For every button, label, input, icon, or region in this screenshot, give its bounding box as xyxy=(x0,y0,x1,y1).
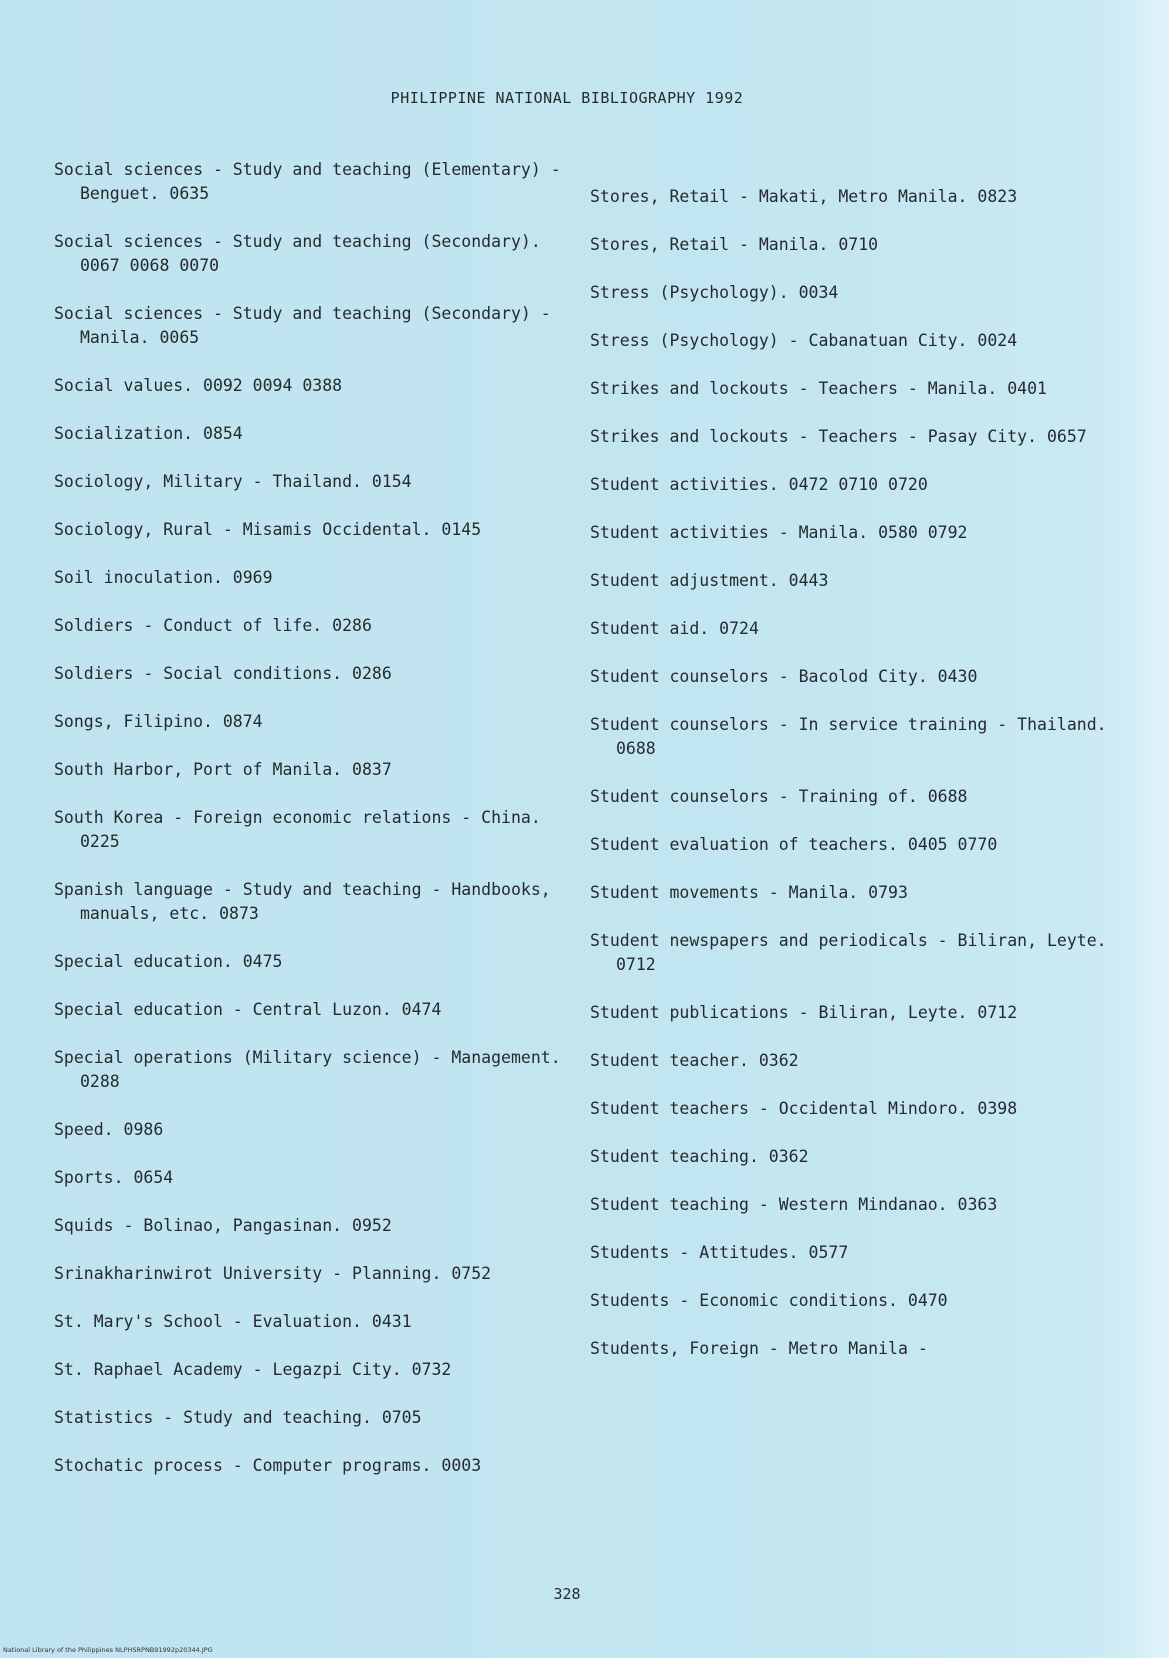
index-entry: Student aid. 0724 xyxy=(590,619,759,638)
page-edge-shade xyxy=(1129,0,1169,1658)
index-entry: Student newspapers and periodicals - Biliran, Leyte. 0712 xyxy=(590,931,1107,974)
index-entry: Songs, Filipino. 0874 xyxy=(54,712,263,731)
index-entry: South Korea - Foreign economic relations - China. 0225 xyxy=(54,808,541,851)
index-entry: Student teaching - Western Mindanao. 0363 xyxy=(590,1195,998,1214)
index-entry: St. Mary's School - Evaluation. 0431 xyxy=(54,1312,412,1331)
index-entry: Student activities. 0472 0710 0720 xyxy=(590,475,928,494)
index-entry: Soil inoculation. 0969 xyxy=(54,568,273,587)
index-entry: Student adjustment. 0443 xyxy=(590,571,829,590)
index-entry: Statistics - Study and teaching. 0705 xyxy=(54,1408,422,1427)
index-entry: Student counselors - In service training - Thailand. 0688 xyxy=(590,715,1107,758)
index-entry: Student teaching. 0362 xyxy=(590,1147,809,1166)
index-entry: Student teacher. 0362 xyxy=(590,1051,799,1070)
index-entry: Srinakharinwirot University - Planning. 0752 xyxy=(54,1264,492,1283)
index-entry: Special education - Central Luzon. 0474 xyxy=(54,1000,442,1019)
left-column xyxy=(54,158,574,1502)
index-entry: Stores, Retail - Makati, Metro Manila. 0823 xyxy=(590,187,1018,206)
index-entry: Spanish language - Study and teaching - Handbooks, manuals, etc. 0873 xyxy=(54,880,551,923)
right-column xyxy=(590,185,1110,1385)
index-entry: Social sciences - Study and teaching (Secondary) - Manila. 0065 xyxy=(54,304,551,347)
index-entry: South Harbor, Port of Manila. 0837 xyxy=(54,760,392,779)
index-entry: Students - Attitudes. 0577 xyxy=(590,1243,849,1262)
index-entry: Students, Foreign - Metro Manila - xyxy=(590,1339,928,1358)
index-entry: Students - Economic conditions. 0470 xyxy=(590,1291,948,1310)
index-entry: Sociology, Military - Thailand. 0154 xyxy=(54,472,412,491)
index-entry: Stress (Psychology) - Cabanatuan City. 0024 xyxy=(590,331,1018,350)
page-number: 328 xyxy=(553,1585,581,1603)
index-entry: Student movements - Manila. 0793 xyxy=(590,883,908,902)
index-entry: Student counselors - Bacolod City. 0430 xyxy=(590,667,978,686)
index-entry: Sports. 0654 xyxy=(54,1168,174,1187)
index-entry: Strikes and lockouts - Teachers - Manila. 0401 xyxy=(590,379,1047,398)
index-entry: Strikes and lockouts - Teachers - Pasay City. 0657 xyxy=(590,427,1087,446)
index-entry: Social sciences - Study and teaching (Secondary). 0067 0068 0070 xyxy=(54,232,541,275)
index-entry: Speed. 0986 xyxy=(54,1120,164,1139)
page-title: PHILIPPINE NATIONAL BIBLIOGRAPHY 1992 xyxy=(390,89,744,107)
index-entry: Soldiers - Conduct of life. 0286 xyxy=(54,616,372,635)
index-entry: Special operations (Military science) - Management. 0288 xyxy=(54,1048,561,1091)
index-entry: Special education. 0475 xyxy=(54,952,283,971)
index-entry: Student counselors - Training of. 0688 xyxy=(590,787,968,806)
index-entry: Student teachers - Occidental Mindoro. 0398 xyxy=(590,1099,1018,1118)
index-entry: Student evaluation of teachers. 0405 0770 xyxy=(590,835,998,854)
footer-caption: National Library of the Philippines NLPHSRPNB91992p20344.JPG xyxy=(3,1646,213,1654)
index-entry: Stores, Retail - Manila. 0710 xyxy=(590,235,879,254)
index-entry: Student publications - Biliran, Leyte. 0712 xyxy=(590,1003,1018,1022)
index-entry: Sociology, Rural - Misamis Occidental. 0145 xyxy=(54,520,482,539)
index-entry: Stress (Psychology). 0034 xyxy=(590,283,839,302)
index-entry: Soldiers - Social conditions. 0286 xyxy=(54,664,392,683)
index-entry: Social sciences - Study and teaching (Elementary) - Benguet. 0635 xyxy=(54,160,561,203)
index-entry: Student activities - Manila. 0580 0792 xyxy=(590,523,968,542)
index-entry: Squids - Bolinao, Pangasinan. 0952 xyxy=(54,1216,392,1235)
index-entry: Stochatic process - Computer programs. 0003 xyxy=(54,1456,482,1475)
index-entry: Socialization. 0854 xyxy=(54,424,243,443)
index-entry: St. Raphael Academy - Legazpi City. 0732 xyxy=(54,1360,452,1379)
index-entry: Social values. 0092 0094 0388 xyxy=(54,376,343,395)
